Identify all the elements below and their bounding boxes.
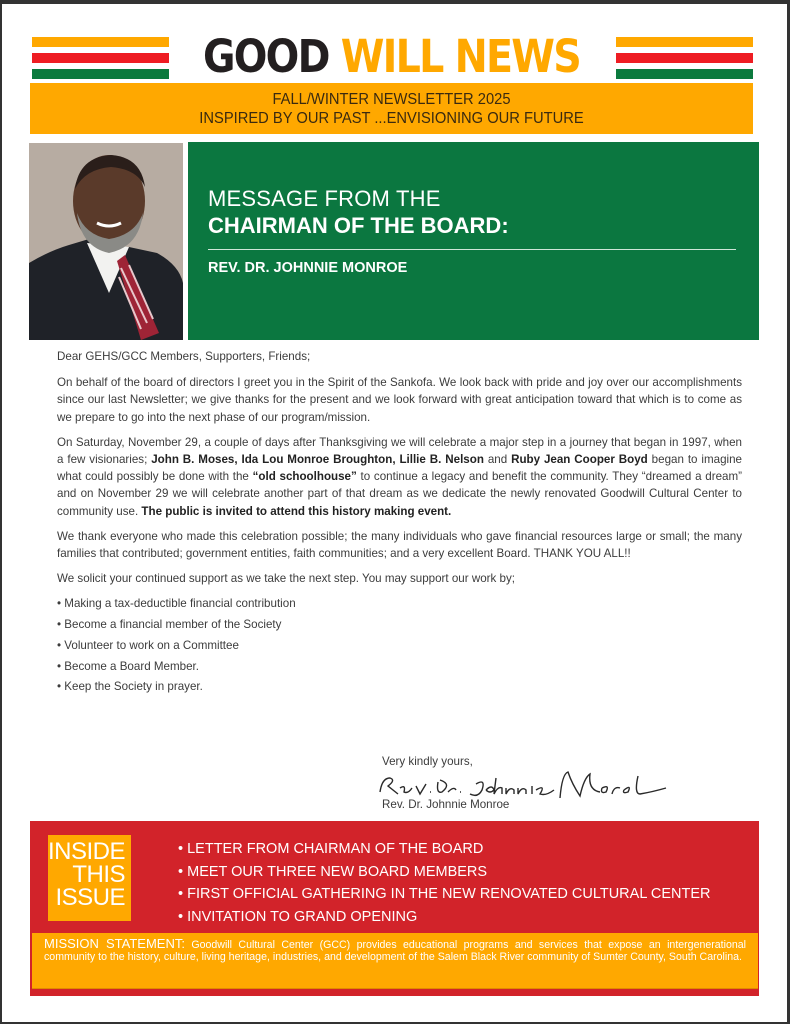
contents-item: • FIRST OFFICIAL GATHERING IN THE NEW RENOVATED CULTURAL CENTER <box>178 883 711 906</box>
old-schoolhouse: “old schoolhouse” <box>252 470 357 484</box>
decorative-stripes-left <box>32 37 169 77</box>
letter-greeting: Dear GEHS/GCC Members, Supporters, Friends; <box>57 350 311 363</box>
list-item: • Become a Board Member. <box>57 658 742 675</box>
heading-line-1: MESSAGE FROM THE <box>208 186 441 211</box>
inside-this-issue-label <box>48 835 131 921</box>
contents-item: • LETTER FROM CHAIRMAN OF THE BOARD <box>178 838 711 861</box>
text-run: began to imagine what could possibly be done with the <box>57 453 742 484</box>
edition-line: FALL/WINTER NEWSLETTER 2025 <box>272 91 511 108</box>
mission-text: Goodwill Cultural Center (GCC) provides educational programs and services that expose an intergenerational community to the history, culture, living heritage, industries, and development of the Salem Black River community of Sumter County, South Carolina. <box>44 939 746 963</box>
label-line: ISSUE <box>55 884 125 911</box>
red-stripe <box>616 53 753 63</box>
red-stripe <box>32 53 169 63</box>
list-item: • Making a tax-deductible financial contribution <box>57 595 742 612</box>
text-run: to continue a legacy and benefit the community. They “dreamed a dream” and on November 29 we will celebrate another part of that dream as we dedicate the newly renovated Goodwill Cultural Center to community use. <box>57 470 743 518</box>
text-run: and <box>483 453 512 467</box>
decorative-stripes-right <box>616 37 753 77</box>
chairman-name: REV. DR. JOHNNIE MONROE <box>208 260 408 276</box>
newsletter-page <box>2 4 787 1022</box>
subtitle-band <box>30 83 753 134</box>
gold-stripe <box>616 37 753 47</box>
masthead <box>30 30 753 83</box>
list-item: • Volunteer to work on a Committee <box>57 637 742 654</box>
heading-line-2: CHAIRMAN OF THE BOARD: <box>208 213 509 238</box>
text-run: On Saturday, November 29, a couple of days after Thanksgiving we will celebrate a major step in a journey that began in 1997, when a few visionaries; <box>57 435 742 467</box>
list-item: • Become a financial member of the Society <box>57 616 742 633</box>
list-item: • Keep the Society in prayer. <box>57 678 742 695</box>
mission-label: MISSION STATEMENT: <box>44 936 185 951</box>
founder-name: Ruby Jean Cooper Boyd <box>511 453 648 467</box>
title-good: GOOD <box>203 30 329 83</box>
mission-statement <box>32 933 758 989</box>
contents-item: • INVITATION TO GRAND OPENING <box>178 906 711 929</box>
inside-this-issue <box>30 821 759 996</box>
newsletter-title <box>202 28 581 86</box>
portrait-photo-icon <box>29 143 183 340</box>
letter-paragraph-4: We solicit your continued support as we take the next step. You may support our work by; <box>57 572 515 586</box>
letter-paragraph-1: On behalf of the board of directors I greet you in the Spirit of the Sankofa. We look back with pride and joy over our accomplishments since our last Newsletter; we give thanks for the present and we look forward with great anticipation toward that which is to come as we prepare to go into the next phase of our program/mission. <box>57 376 742 424</box>
label-line: INSIDE <box>48 838 126 865</box>
support-list <box>57 595 742 695</box>
chairman-letter <box>57 348 742 699</box>
signer-name: Rev. Dr. Johnnie Monroe <box>382 798 510 811</box>
chairman-portrait <box>29 143 183 340</box>
green-stripe <box>32 69 169 79</box>
green-stripe <box>616 69 753 79</box>
closing: Very kindly yours, <box>382 755 473 768</box>
title-will-news: WILL NEWS <box>340 30 580 83</box>
tagline: INSPIRED BY OUR PAST ...ENVISIONING OUR FUTURE <box>199 110 584 127</box>
divider <box>208 249 736 250</box>
letter-paragraph-3: We thank everyone who made this celebration possible; the many individuals who gave financial resources large or small; the many families that contributed; government entities, faith communities; and a very excellent Board. THANK YOU ALL!! <box>57 529 742 561</box>
contents-item: • MEET OUR THREE NEW BOARD MEMBERS <box>178 861 711 884</box>
letter-paragraph-2 <box>57 434 742 520</box>
public-invitation: The public is invited to attend this history making event. <box>141 504 452 518</box>
chairman-message-header <box>188 142 759 340</box>
contents-list <box>178 838 711 928</box>
founders-names: John B. Moses, Ida Lou Monroe Broughton, Lillie B. Nelson <box>151 453 484 467</box>
gold-stripe <box>32 37 169 47</box>
label-line: THIS <box>72 861 125 888</box>
